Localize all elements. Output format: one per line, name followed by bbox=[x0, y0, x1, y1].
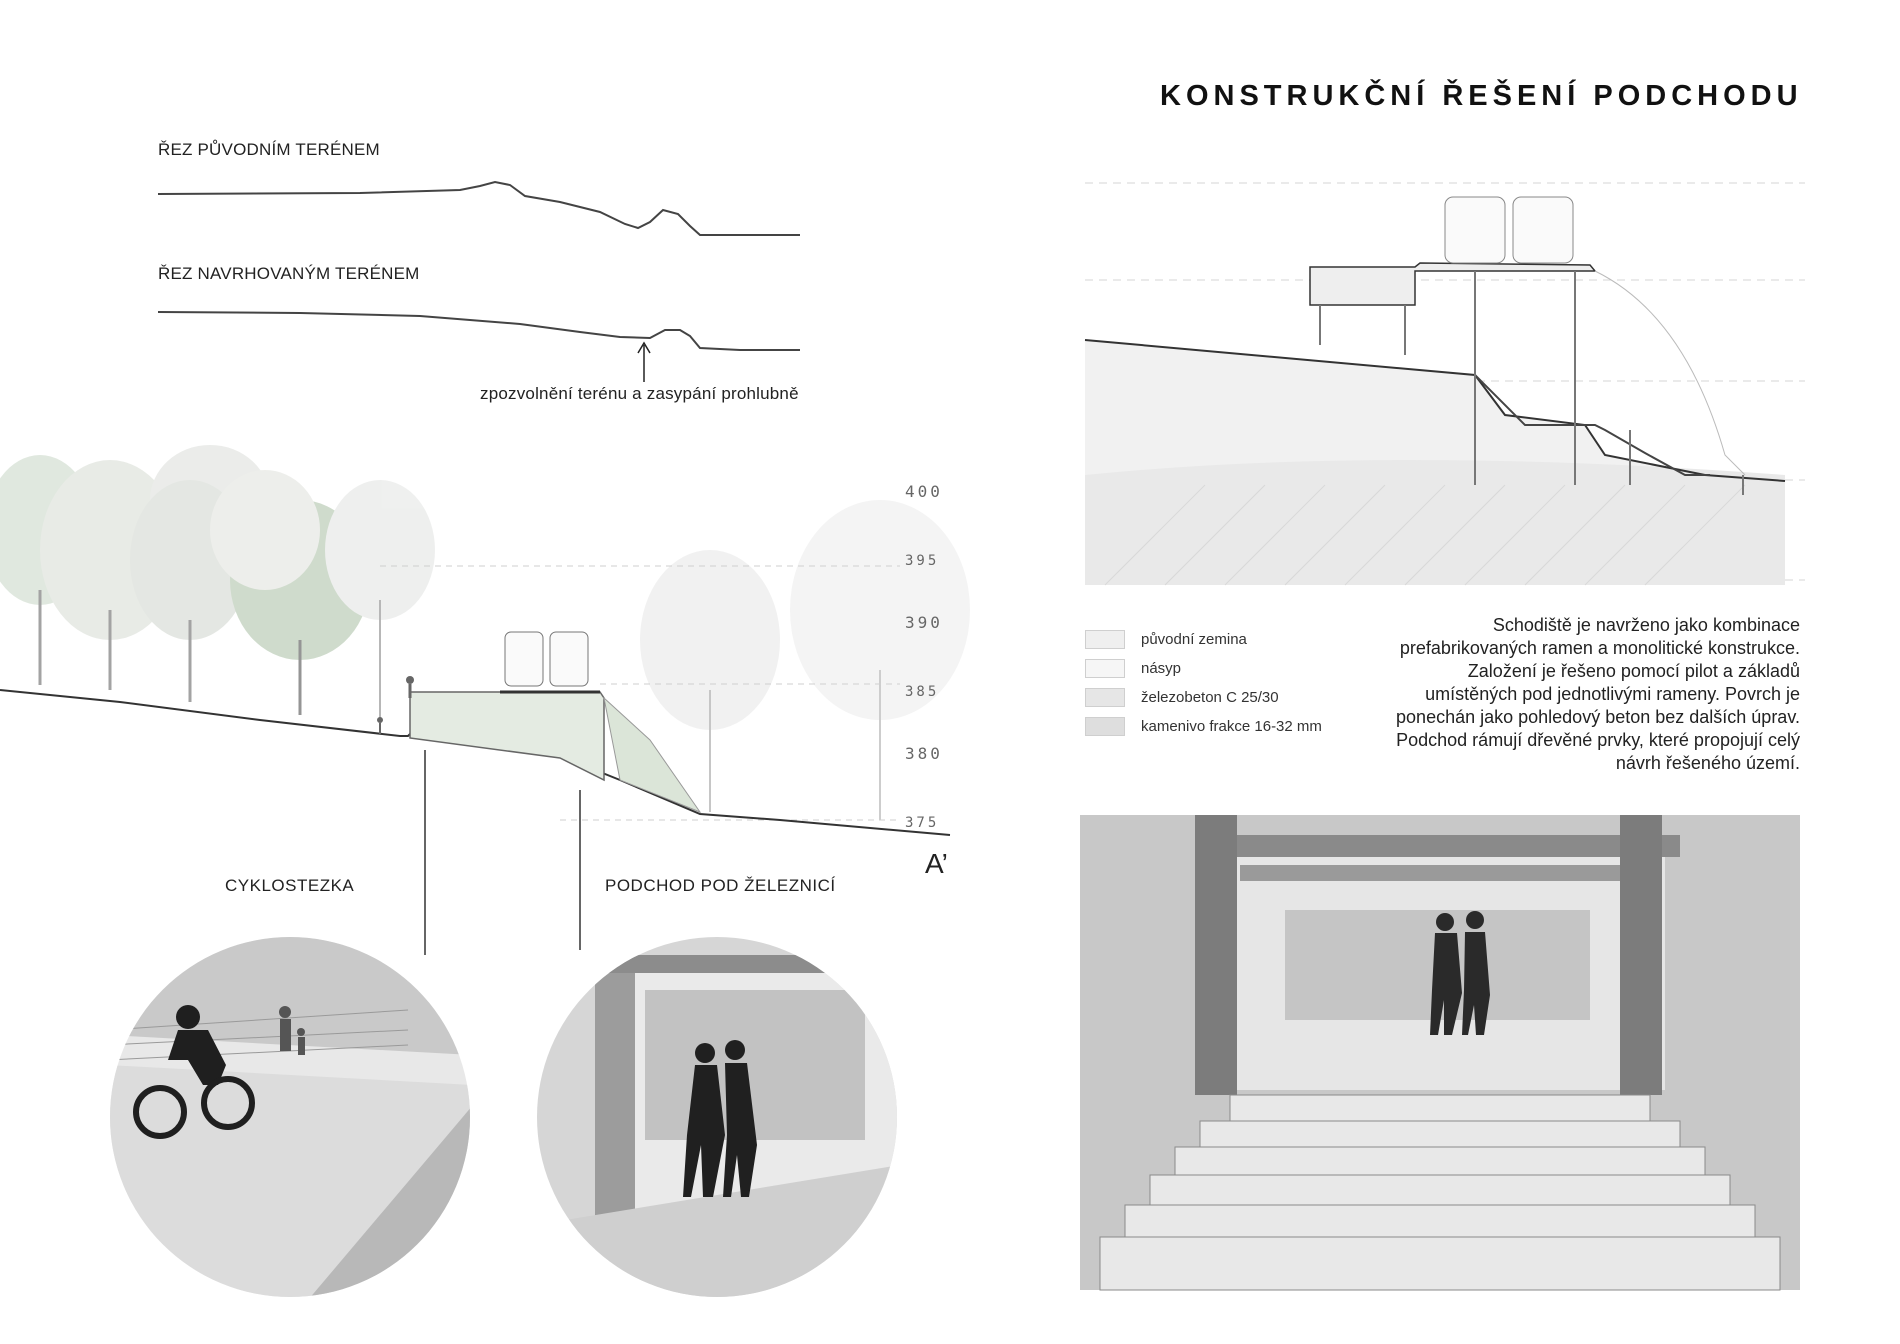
legend-label: původní zemina bbox=[1141, 631, 1247, 648]
description-text: Schodiště je navrženo jako kombinace prefabrikovaných ramen a monolitické konstrukce. Založení je řešeno pomocí pilot a základů umístěných pod jednotlivými rameny. Povrch je ponechán jako pohledový beton bez dalších úprav. Podchod rámují dřevěné prvky, které propojují celý návrh řešeného území. bbox=[1396, 615, 1800, 773]
original-terrain-label: ŘEZ PŮVODNÍM TERÉNEM bbox=[158, 140, 380, 159]
scale-385: 385 bbox=[905, 684, 940, 700]
legend-label: násyp bbox=[1141, 660, 1182, 677]
section-marker: A’ bbox=[925, 848, 948, 879]
legend-swatch bbox=[1085, 630, 1125, 649]
legend-item bbox=[1085, 630, 1247, 649]
legend-swatch bbox=[1085, 659, 1125, 678]
underpass-view-title: PODCHOD POD ŽELEZNICÍ bbox=[605, 876, 836, 895]
underpass-rendering bbox=[1080, 815, 1800, 1290]
site-section bbox=[0, 440, 960, 860]
underpass-block bbox=[410, 692, 604, 780]
proposed-terrain-label: ŘEZ NAVRHOVANÝM TERÉNEM bbox=[158, 264, 420, 283]
scale-390: 390 bbox=[905, 613, 943, 632]
train bbox=[505, 632, 543, 686]
structural-section bbox=[1085, 175, 1825, 585]
train bbox=[1445, 197, 1505, 263]
legend-item bbox=[1085, 717, 1322, 736]
page-title: KONSTRUKČNÍ ŘEŠENÍ PODCHODU bbox=[1160, 80, 1803, 112]
terrain-profiles bbox=[0, 0, 820, 420]
tree-group bbox=[0, 445, 970, 820]
legend-item bbox=[1085, 659, 1181, 678]
legend-item bbox=[1085, 688, 1279, 707]
original-terrain-line bbox=[158, 182, 800, 235]
legend-label: železobeton C 25/30 bbox=[1141, 689, 1279, 706]
scale-375: 375 bbox=[905, 815, 940, 831]
legend-swatch bbox=[1085, 688, 1125, 707]
scale-380: 380 bbox=[905, 744, 943, 763]
platform bbox=[1310, 263, 1595, 305]
legend-swatch bbox=[1085, 717, 1125, 736]
scale-395: 395 bbox=[905, 553, 940, 569]
bike-path-view bbox=[108, 935, 473, 1300]
train bbox=[1513, 197, 1573, 263]
underpass-circle-view bbox=[535, 935, 900, 1300]
train bbox=[550, 632, 588, 686]
proposed-terrain-line bbox=[158, 312, 800, 350]
stairs bbox=[1100, 1095, 1780, 1290]
legend-label: kamenivo frakce 16-32 mm bbox=[1141, 718, 1322, 735]
scale-400: 400 bbox=[905, 482, 943, 501]
terrain-annotation: zpozvolnění terénu a zasypání prohlubně bbox=[480, 384, 799, 403]
bike-view-title: CYKLOSTEZKA bbox=[225, 876, 355, 895]
